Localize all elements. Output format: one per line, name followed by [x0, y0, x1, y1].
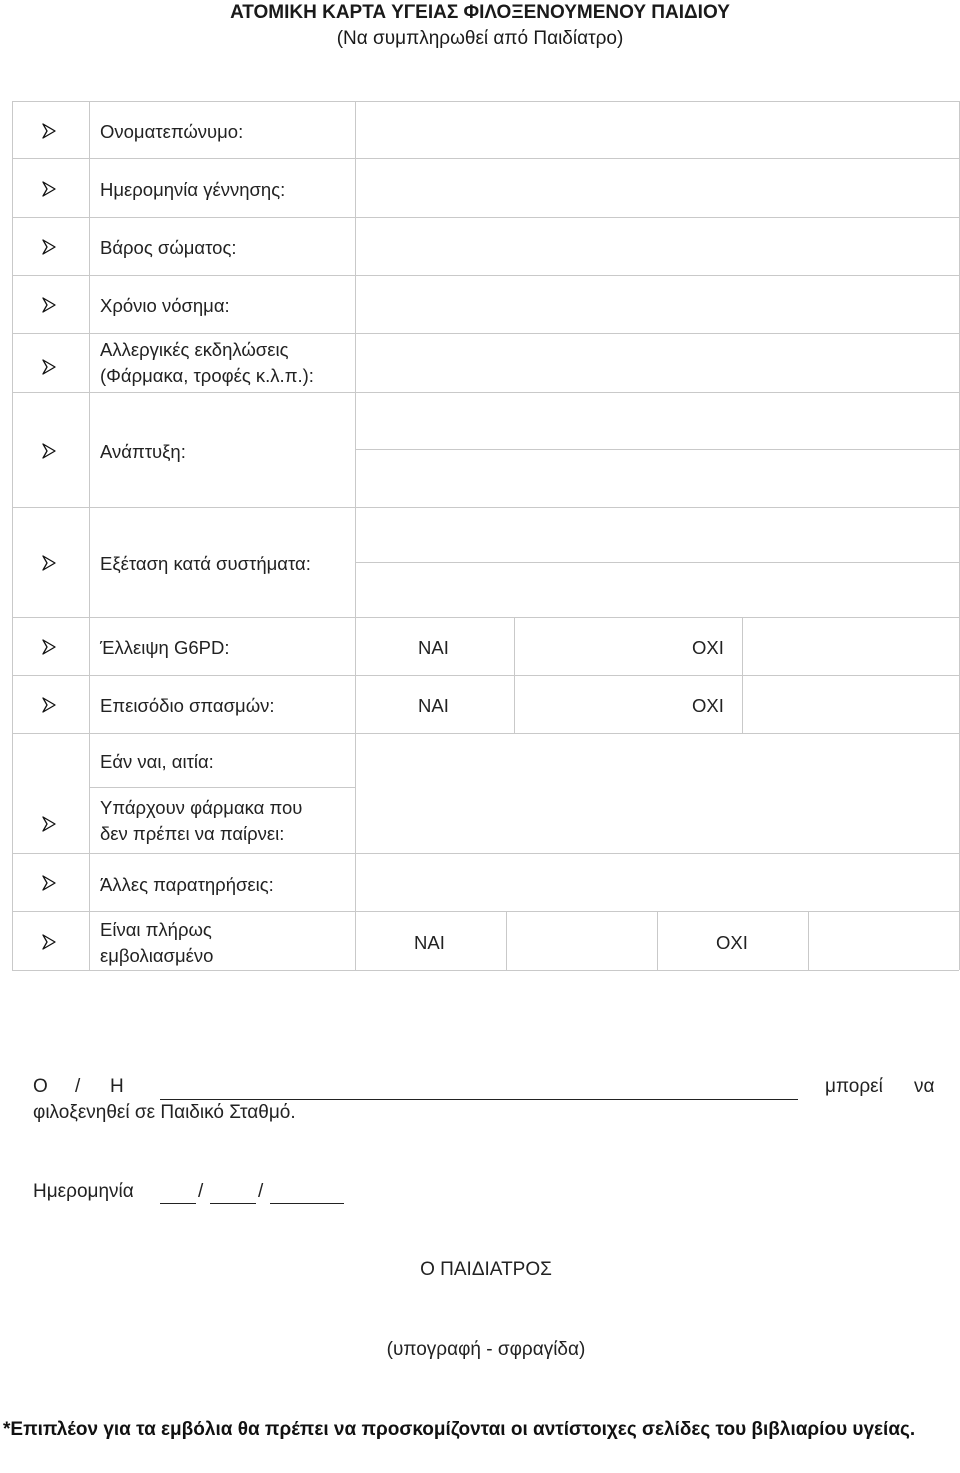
date-day-blank[interactable] [160, 1203, 196, 1204]
allergy-label-line2: (Φάρμακα, τροφές κ.λ.π.): [100, 365, 314, 386]
vaccinated-yes-option[interactable]: ΝΑΙ [414, 932, 445, 953]
table-border [12, 392, 959, 393]
table-border [12, 911, 959, 912]
statement-line2: φιλοξενηθεί σε Παιδικό Σταθμό. [33, 1102, 296, 1123]
table-border [355, 562, 959, 563]
table-border [12, 675, 959, 676]
table-border [355, 449, 959, 450]
signature-stamp-label: (υπογραφή - σφραγίδα) [386, 1339, 586, 1360]
table-border [12, 970, 959, 971]
table-border [12, 217, 959, 218]
g6pd-yes-option[interactable]: ΝΑΙ [418, 637, 449, 658]
chronic-disease-label: Χρόνιο νόσημα: [100, 295, 230, 316]
development-label: Ανάπτυξη: [100, 441, 186, 462]
arrow-bullet-icon [42, 697, 56, 713]
table-border [514, 617, 515, 733]
table-border [12, 733, 959, 734]
statement-can: μπορεί [825, 1076, 883, 1097]
arrow-bullet-icon [42, 359, 56, 375]
arrow-bullet-icon [42, 816, 56, 832]
table-border [742, 617, 743, 733]
date-separator: / [258, 1181, 264, 1202]
form-title: ΑΤΟΜΙΚΗ ΚΑΡΤΑ ΥΓΕΙΑΣ ΦΙΛΟΞΕΝΟΥΜΕΝΟΥ ΠΑΙΔΙΟΥ [230, 2, 730, 23]
vaccinated-label-line1: Είναι πλήρως [100, 919, 212, 940]
table-border [12, 275, 959, 276]
table-border [12, 158, 959, 159]
arrow-bullet-icon [42, 297, 56, 313]
g6pd-label: Έλλειψη G6PD: [100, 637, 230, 658]
vaccinated-label-line2: εμβολιασμένο [100, 945, 214, 966]
date-month-blank[interactable] [210, 1203, 256, 1204]
statement-to: να [914, 1076, 935, 1097]
seizure-label: Επεισόδιο σπασμών: [100, 695, 275, 716]
weight-label: Βάρος σώματος: [100, 237, 237, 258]
arrow-bullet-icon [42, 875, 56, 891]
statement-slash: / [75, 1076, 81, 1097]
arrow-bullet-icon [42, 934, 56, 950]
table-border [657, 911, 658, 970]
cause-label: Εάν ναι, αιτία: [100, 751, 214, 772]
form-subtitle: (Να συμπληρωθεί από Παιδίατρο) [336, 28, 624, 49]
footer-note: *Επιπλέον για τα εμβόλια θα πρέπει να προσκομίζονται οι αντίστοιχες σελίδες του βιβλιαρίου υγείας. [3, 1419, 916, 1440]
dob-label: Ημερομηνία γέννησης: [100, 179, 286, 200]
table-border [12, 853, 959, 854]
remarks-label: Άλλες παρατηρήσεις: [100, 874, 274, 895]
arrow-bullet-icon [42, 443, 56, 459]
table-border [12, 617, 959, 618]
arrow-bullet-icon [42, 181, 56, 197]
allergy-label-line1: Αλλεργικές εκδηλώσεις [100, 339, 289, 360]
drugs-label-line2: δεν πρέπει να παίρνει: [100, 823, 285, 844]
table-border [12, 333, 959, 334]
table-border [506, 911, 507, 970]
pediatrician-title: Ο ΠΑΙΔΙΑΤΡΟΣ [420, 1259, 552, 1280]
drugs-label-line1: Υπάρχουν φάρμακα που [100, 797, 303, 818]
statement-o: Ο [33, 1076, 48, 1097]
arrow-bullet-icon [42, 639, 56, 655]
seizure-yes-option[interactable]: ΝΑΙ [418, 695, 449, 716]
table-border [89, 787, 355, 788]
table-border [89, 101, 90, 970]
date-year-blank[interactable] [270, 1203, 344, 1204]
table-border [808, 911, 809, 970]
name-label: Ονοματεπώνυμο: [100, 121, 244, 142]
statement-h: Η [110, 1076, 124, 1097]
arrow-bullet-icon [42, 555, 56, 571]
systems-exam-label: Εξέταση κατά συστήματα: [100, 553, 311, 574]
table-border [12, 101, 959, 102]
table-border [355, 101, 356, 970]
child-name-blank[interactable] [160, 1099, 798, 1100]
vaccinated-no-option[interactable]: ΟΧΙ [716, 932, 748, 953]
table-border [12, 101, 13, 970]
arrow-bullet-icon [42, 239, 56, 255]
table-border [12, 507, 959, 508]
date-separator: / [198, 1181, 204, 1202]
g6pd-no-option[interactable]: ΟΧΙ [692, 637, 724, 658]
seizure-no-option[interactable]: ΟΧΙ [692, 695, 724, 716]
arrow-bullet-icon [42, 123, 56, 139]
date-label: Ημερομηνία [33, 1181, 134, 1202]
